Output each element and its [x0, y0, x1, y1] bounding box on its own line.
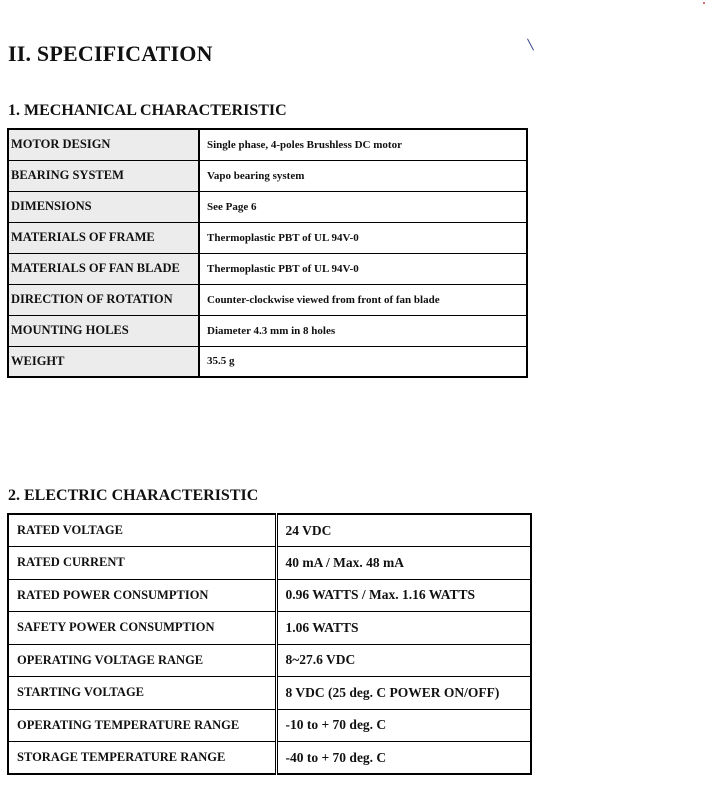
table-row	[8, 547, 531, 580]
table-row	[8, 644, 531, 677]
table-row	[8, 129, 527, 160]
spec-label: MOTOR DESIGN	[8, 129, 199, 160]
table-row	[8, 284, 527, 315]
spec-value: 8~27.6 VDC	[276, 644, 531, 677]
table-row	[8, 742, 531, 775]
spec-value: 1.06 WATTS	[276, 612, 531, 645]
spec-value: 35.5 g	[199, 346, 527, 377]
spec-value: 0.96 WATTS / Max. 1.16 WATTS	[276, 579, 531, 612]
spec-value: -10 to + 70 deg. C	[276, 709, 531, 742]
table-row	[8, 191, 527, 222]
spec-value: Counter-clockwise viewed from front of fan blade	[199, 284, 527, 315]
spec-label: OPERATING TEMPERATURE RANGE	[8, 709, 276, 742]
spec-value: Thermoplastic PBT of UL 94V-0	[199, 253, 527, 284]
spec-value: Diameter 4.3 mm in 8 holes	[199, 315, 527, 346]
spec-label: MATERIALS OF FRAME	[8, 222, 199, 253]
spec-label: MOUNTING HOLES	[8, 315, 199, 346]
spec-label: BEARING SYSTEM	[8, 160, 199, 191]
spec-value: 40 mA / Max. 48 mA	[276, 547, 531, 580]
mechanical-section-title: 1. MECHANICAL CHARACTERISTIC	[8, 102, 287, 119]
page-title: II. SPECIFICATION	[8, 41, 213, 66]
spec-value: Single phase, 4-poles Brushless DC motor	[199, 129, 527, 160]
spec-value: Vapo bearing system	[199, 160, 527, 191]
spec-label: STORAGE TEMPERATURE RANGE	[8, 742, 276, 775]
spec-label: DIMENSIONS	[8, 191, 199, 222]
spec-label: RATED CURRENT	[8, 547, 276, 580]
table-row	[8, 315, 527, 346]
spec-value: Thermoplastic PBT of UL 94V-0	[199, 222, 527, 253]
electric-section-title: 2. ELECTRIC CHARACTERISTIC	[8, 487, 259, 504]
red-dot-mark	[703, 2, 705, 4]
spec-label: RATED VOLTAGE	[8, 514, 276, 547]
spec-value: 8 VDC (25 deg. C POWER ON/OFF)	[276, 677, 531, 710]
spec-label: SAFETY POWER CONSUMPTION	[8, 612, 276, 645]
table-row	[8, 222, 527, 253]
table-row	[8, 346, 527, 377]
table-row	[8, 709, 531, 742]
spec-value: See Page 6	[199, 191, 527, 222]
spec-label: DIRECTION OF ROTATION	[8, 284, 199, 315]
table-row	[8, 253, 527, 284]
table-row	[8, 514, 531, 547]
spec-value: 24 VDC	[276, 514, 531, 547]
spec-label: MATERIALS OF FAN BLADE	[8, 253, 199, 284]
table-row	[8, 612, 531, 645]
spec-label: RATED POWER CONSUMPTION	[8, 579, 276, 612]
mechanical-spec-table	[7, 128, 528, 378]
spec-value: -40 to + 70 deg. C	[276, 742, 531, 775]
pen-stroke-mark	[527, 39, 534, 51]
table-row	[8, 677, 531, 710]
spec-label: OPERATING VOLTAGE RANGE	[8, 644, 276, 677]
electric-spec-table	[7, 513, 532, 775]
spec-label: STARTING VOLTAGE	[8, 677, 276, 710]
table-row	[8, 579, 531, 612]
table-row	[8, 160, 527, 191]
spec-label: WEIGHT	[8, 346, 199, 377]
